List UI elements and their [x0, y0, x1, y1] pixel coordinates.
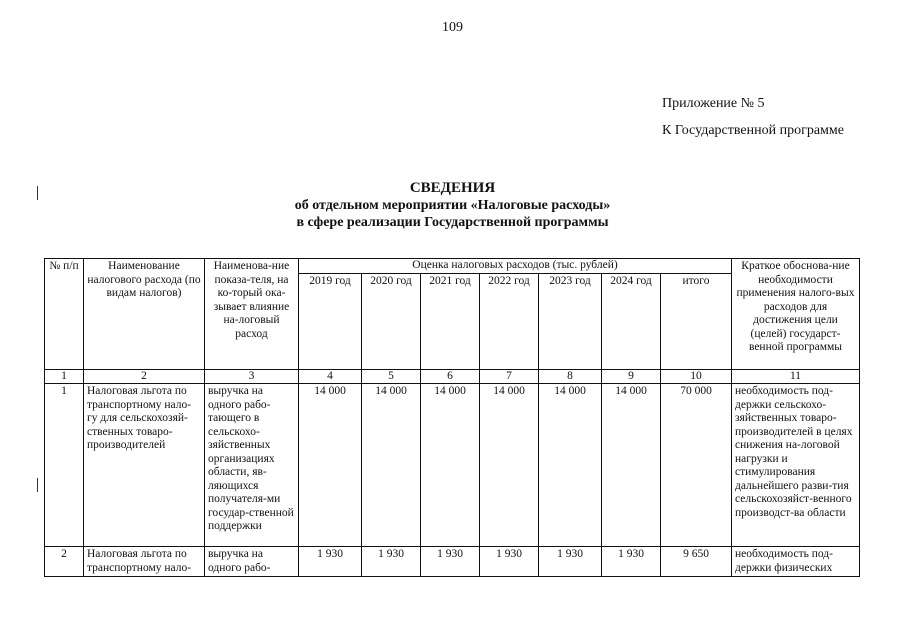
title-main: СВЕДЕНИЯ	[409, 180, 496, 196]
tax-expense-name: Налоговая льгота по транспортному нало-	[84, 547, 205, 577]
row-number: 1	[45, 384, 84, 547]
appendix-note	[662, 90, 844, 144]
column-number: 6	[421, 369, 480, 384]
column-numbers-row	[45, 369, 860, 384]
header-year: 2020 год	[362, 273, 421, 369]
value-cell: 1 930	[299, 547, 362, 577]
title-line-3: в сфере реализации Государственной программы	[296, 215, 609, 230]
scan-artifact	[37, 478, 38, 492]
header-row-1	[45, 259, 860, 274]
header-year: 2024 год	[602, 273, 661, 369]
value-cell: 14 000	[299, 384, 362, 547]
appendix-line-1: Приложение № 5	[662, 96, 765, 111]
value-cell: 14 000	[480, 384, 539, 547]
column-number: 1	[45, 369, 84, 384]
title-line-2: об отдельном мероприятии «Налоговые расходы»	[294, 198, 611, 213]
appendix-line-2: К Государственной программе	[662, 123, 844, 138]
justification-text: необходимость под-держки сельскохо-зяйственных товаро-производителей в целях снижения на-логовой нагрузки и стимулирования дальнейшего разви-тия сельскохозяйст-венного производст-ва области	[732, 384, 860, 547]
header-year: 2022 год	[480, 273, 539, 369]
value-cell: 14 000	[602, 384, 661, 547]
value-cell: 1 930	[362, 547, 421, 577]
value-cell: 14 000	[421, 384, 480, 547]
header-num: № п/п	[45, 259, 84, 370]
column-number: 3	[205, 369, 299, 384]
indicator-name: выручка на одного рабо-	[205, 547, 299, 577]
value-cell: 14 000	[539, 384, 602, 547]
header-year: 2023 год	[539, 273, 602, 369]
total-cell: 70 000	[661, 384, 732, 547]
table-row	[45, 384, 860, 547]
tax-expense-name: Налоговая льгота по транспортному нало-гу для сельскохозяй-ственных товаро-производителей	[84, 384, 205, 547]
header-name: Наименование налогового расхода (по видам налогов)	[84, 259, 205, 370]
header-total: итого	[661, 273, 732, 369]
column-number: 8	[539, 369, 602, 384]
header-year: 2019 год	[299, 273, 362, 369]
column-number: 2	[84, 369, 205, 384]
column-number: 10	[661, 369, 732, 384]
header-estimate: Оценка налоговых расходов (тыс. рублей)	[299, 259, 732, 274]
value-cell: 1 930	[480, 547, 539, 577]
value-cell: 1 930	[421, 547, 480, 577]
justification-text: необходимость под-держки физических	[732, 547, 860, 577]
value-cell: 14 000	[362, 384, 421, 547]
value-cell: 1 930	[602, 547, 661, 577]
scan-artifact	[37, 186, 38, 200]
column-number: 9	[602, 369, 661, 384]
page-number: 109	[442, 20, 463, 35]
value-cell: 1 930	[539, 547, 602, 577]
table-row	[45, 547, 860, 577]
indicator-name: выручка на одного рабо-тающего в сельскохо-зяйственных организациях области, яв-ляющихся получателя-ми государ-ственной поддержки	[205, 384, 299, 547]
total-cell: 9 650	[661, 547, 732, 577]
header-indicator: Наименова-ние показа-теля, на ко-торый ока-зывает влияние на-логовый расход	[205, 259, 299, 370]
tax-expenses-table	[44, 258, 860, 577]
column-number: 7	[480, 369, 539, 384]
header-year: 2021 год	[421, 273, 480, 369]
column-number: 11	[732, 369, 860, 384]
row-number: 2	[45, 547, 84, 577]
column-number: 5	[362, 369, 421, 384]
column-number: 4	[299, 369, 362, 384]
header-justification: Краткое обоснова-ние необходимости применения налого-вых расходов для достижения цели (целей) государст-венной программы	[732, 259, 860, 370]
document-title	[0, 180, 905, 231]
